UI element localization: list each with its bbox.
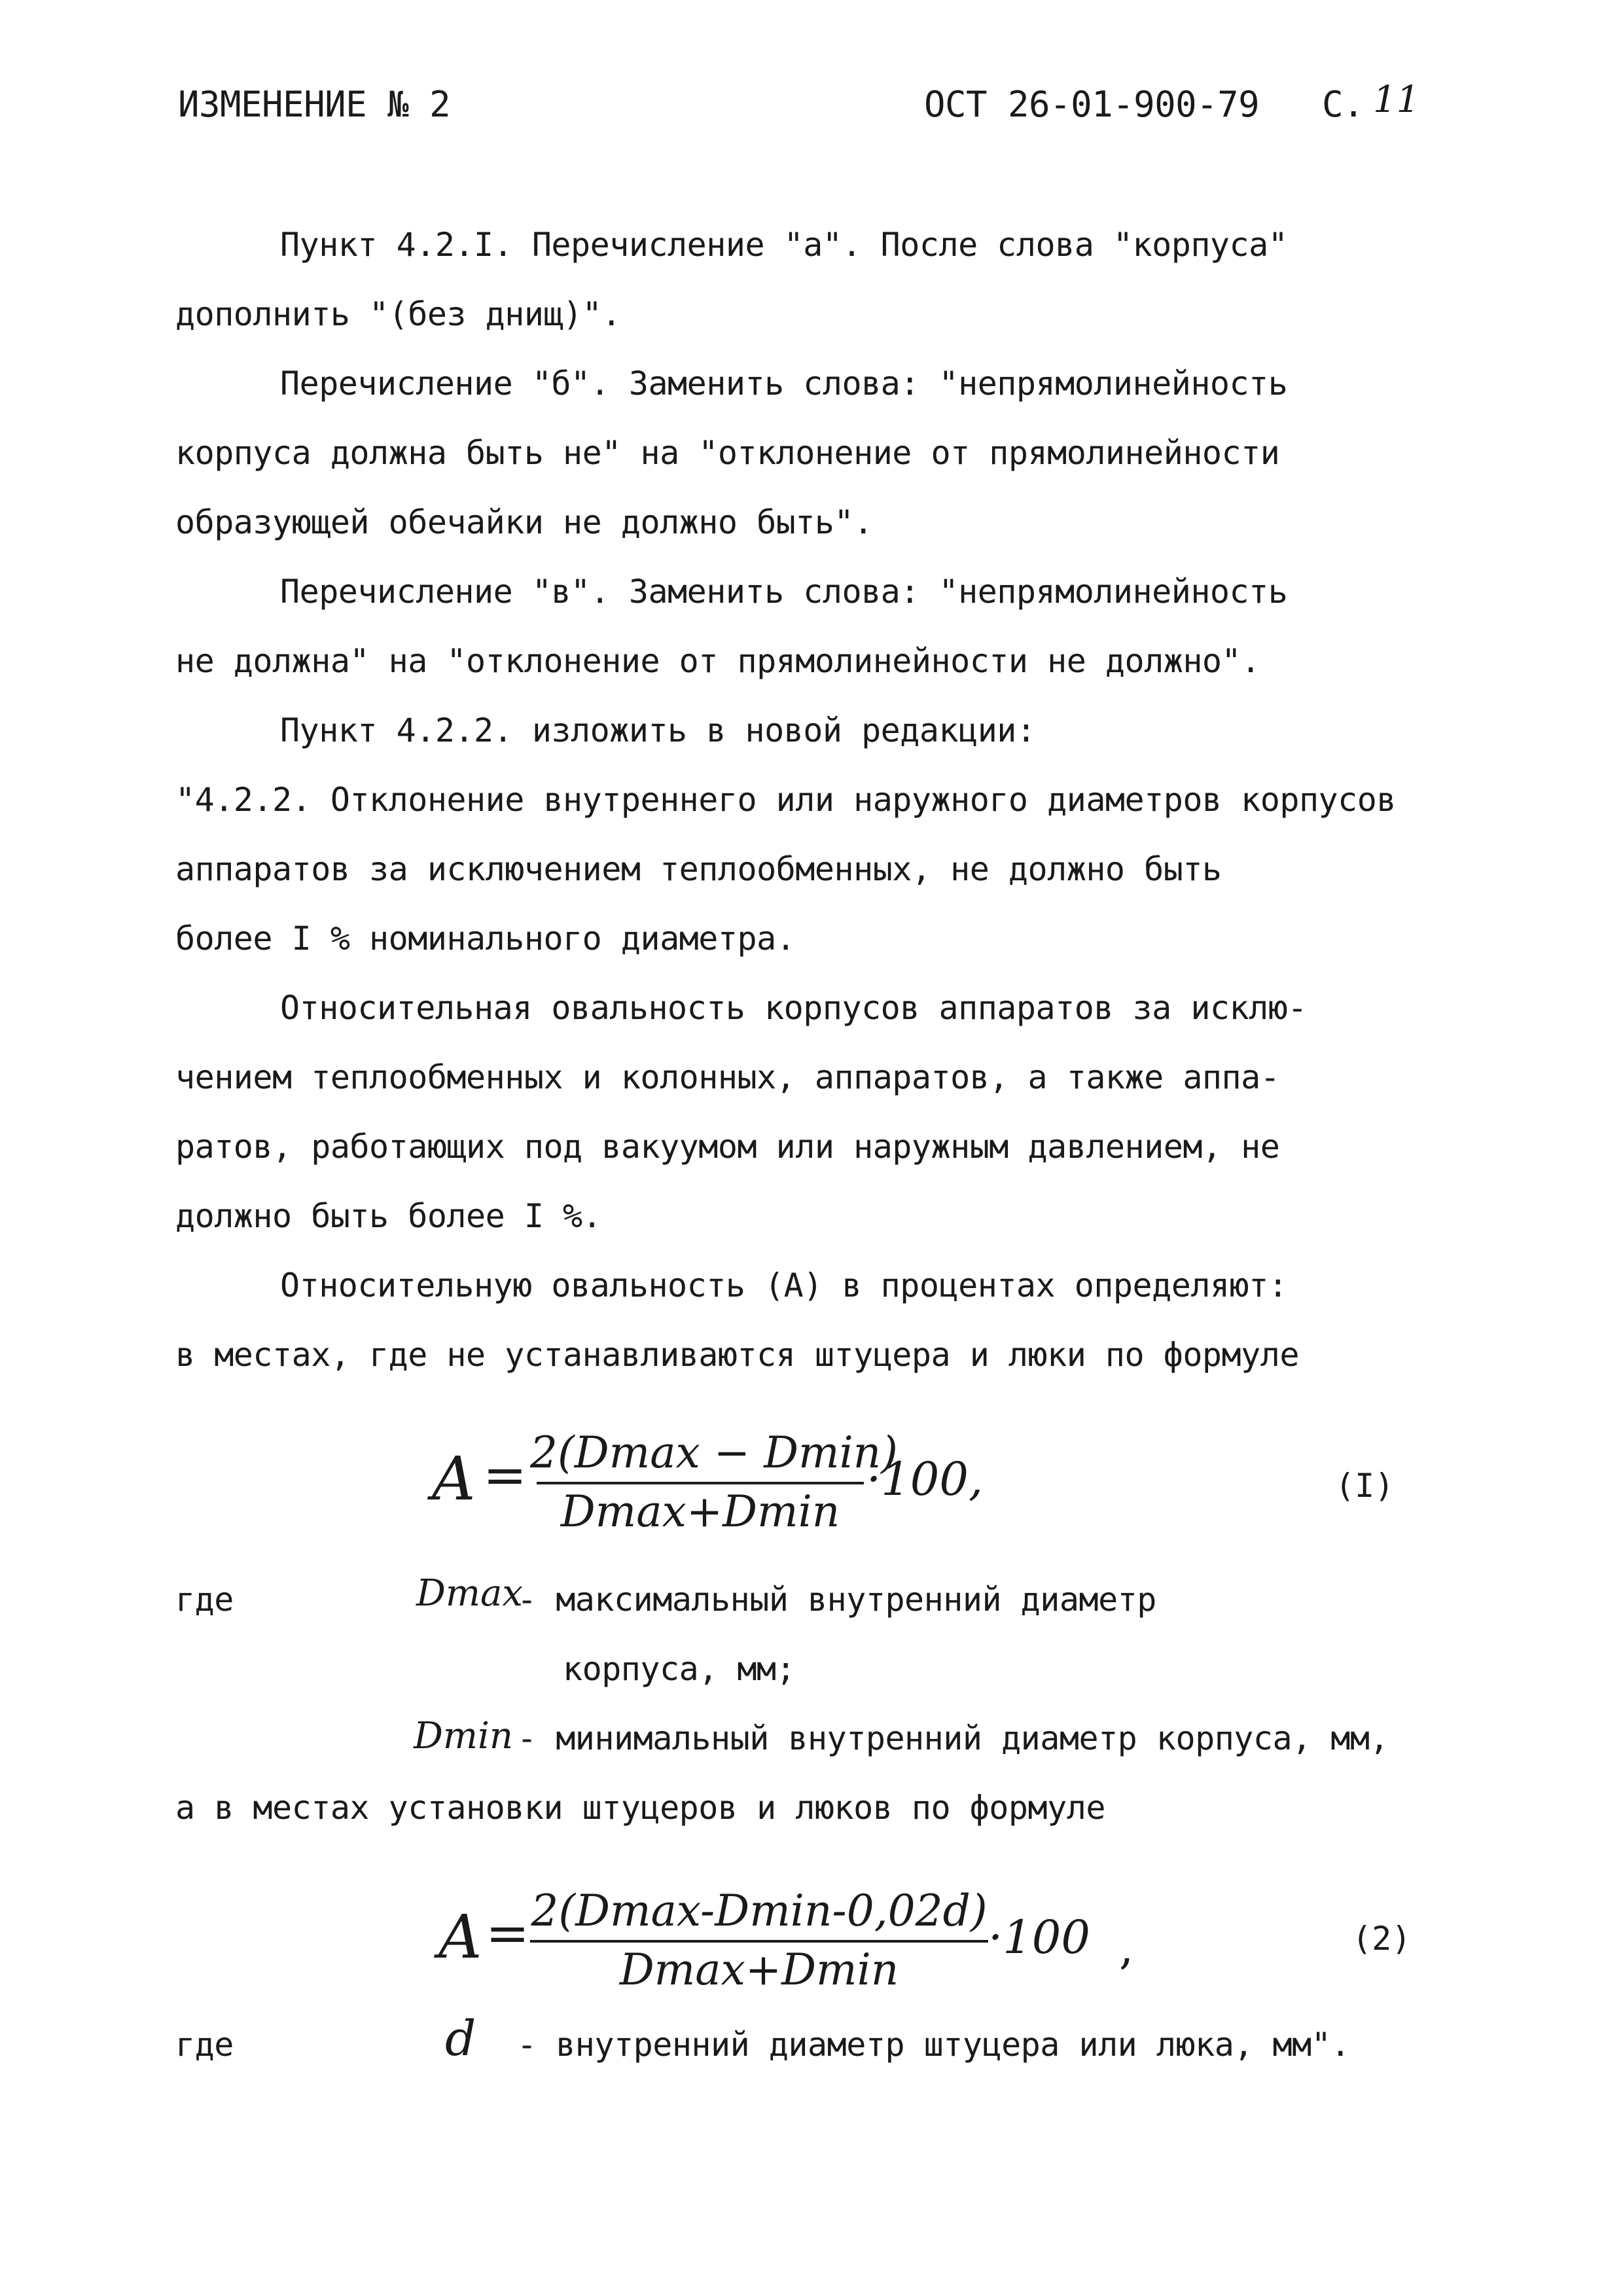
paragraph-4-2-1-line: дополнить "(без днищ)". bbox=[175, 295, 621, 333]
formula-1-multiplier: ·100, bbox=[866, 1452, 984, 1506]
definition-dmin-symbol: Dmin bbox=[414, 1715, 513, 1757]
formula-2-intro: а в местах установки штуцеров и люков по формуле bbox=[175, 1789, 1105, 1827]
page-number: 11 bbox=[1373, 79, 1420, 121]
enumeration-v-line: не должна" на "отклонение от прямолинейности не должно". bbox=[175, 642, 1260, 680]
ovality-requirement-line: ратов, работающих под вакуумом или наружным давлением, не bbox=[175, 1128, 1280, 1166]
enumeration-b-line: образующей обечайки не должно быть". bbox=[175, 503, 873, 541]
clause-4-2-2-line: "4.2.2. Отклонение внутреннего или наружного диаметров корпусов bbox=[175, 781, 1396, 819]
ovality-requirement-line: чением теплообменных и колонных, аппаратов, а также аппа- bbox=[175, 1058, 1280, 1096]
paragraph-4-2-2-intro: Пункт 4.2.2. изложить в новой редакции: bbox=[280, 711, 1036, 749]
formula-1-fraction-bar bbox=[537, 1482, 864, 1484]
definition-d-text: - внутренний диаметр штуцера или люка, мм". bbox=[517, 2026, 1350, 2064]
formula-1-denominator: Dmax+Dmin bbox=[560, 1486, 840, 1537]
ovality-definition-line: Относительную овальность (А) в процентах определяют: bbox=[280, 1266, 1288, 1304]
definition-d-symbol: d bbox=[445, 2011, 476, 2067]
ovality-requirement-line: Относительная овальность корпусов аппаратов за исклю- bbox=[280, 989, 1307, 1027]
formula-2-comma: , bbox=[1119, 1921, 1134, 1975]
formula-1-numerator: 2(Dmax − Dmin) bbox=[530, 1427, 898, 1478]
definition-dmax-text: - максимальный внутренний диаметр bbox=[517, 1581, 1156, 1619]
formula-2 bbox=[438, 1885, 1158, 2016]
clause-4-2-2-line: более I % номинального диаметра. bbox=[175, 920, 796, 958]
standard-number: ОСТ 26-01-900-79 bbox=[924, 84, 1260, 125]
definition-dmax-symbol: Dmax bbox=[416, 1572, 523, 1615]
formula-2-equals: = bbox=[486, 1903, 530, 1964]
formula-2-lhs: A bbox=[438, 1902, 482, 1972]
ovality-requirement-line: должно быть более I %. bbox=[175, 1197, 602, 1235]
page-label: С. bbox=[1322, 84, 1364, 125]
formula-2-denominator: Dmax+Dmin bbox=[619, 1945, 899, 1995]
paragraph-4-2-1-line: Пункт 4.2.I. Перечисление "а". После слова "корпуса" bbox=[280, 226, 1288, 264]
enumeration-b-line: корпуса должна быть не" на "отклонение от прямолинейности bbox=[175, 434, 1280, 472]
where-label: где bbox=[175, 1581, 234, 1619]
where-label: где bbox=[175, 2026, 234, 2064]
formula-2-fraction-bar bbox=[530, 1940, 988, 1943]
enumeration-v-line: Перечисление "в". Заменить слова: "непрямолинейность bbox=[280, 573, 1288, 611]
change-number-heading: ИЗМЕНЕНИЕ № 2 bbox=[178, 84, 451, 125]
definition-dmin-text: - минимальный внутренний диаметр корпуса, мм, bbox=[517, 1719, 1389, 1757]
formula-1-lhs: A bbox=[432, 1444, 476, 1514]
formula-2-multiplier: ·100 bbox=[988, 1910, 1090, 1964]
definition-dmax-text: корпуса, мм; bbox=[563, 1650, 796, 1688]
enumeration-b-line: Перечисление "б". Заменить слова: "непрямолинейность bbox=[280, 365, 1288, 403]
formula-2-numerator: 2(Dmax-Dmin-0,02d) bbox=[531, 1886, 988, 1936]
formula-1 bbox=[432, 1427, 1021, 1558]
ovality-definition-line: в местах, где не устанавливаются штуцера и люки по формуле bbox=[175, 1336, 1299, 1374]
formula-1-equals: = bbox=[483, 1444, 527, 1505]
formula-1-number: (I) bbox=[1335, 1467, 1395, 1505]
formula-2-number: (2) bbox=[1352, 1920, 1412, 1958]
clause-4-2-2-line: аппаратов за исключением теплообменных, не должно быть bbox=[175, 850, 1222, 888]
